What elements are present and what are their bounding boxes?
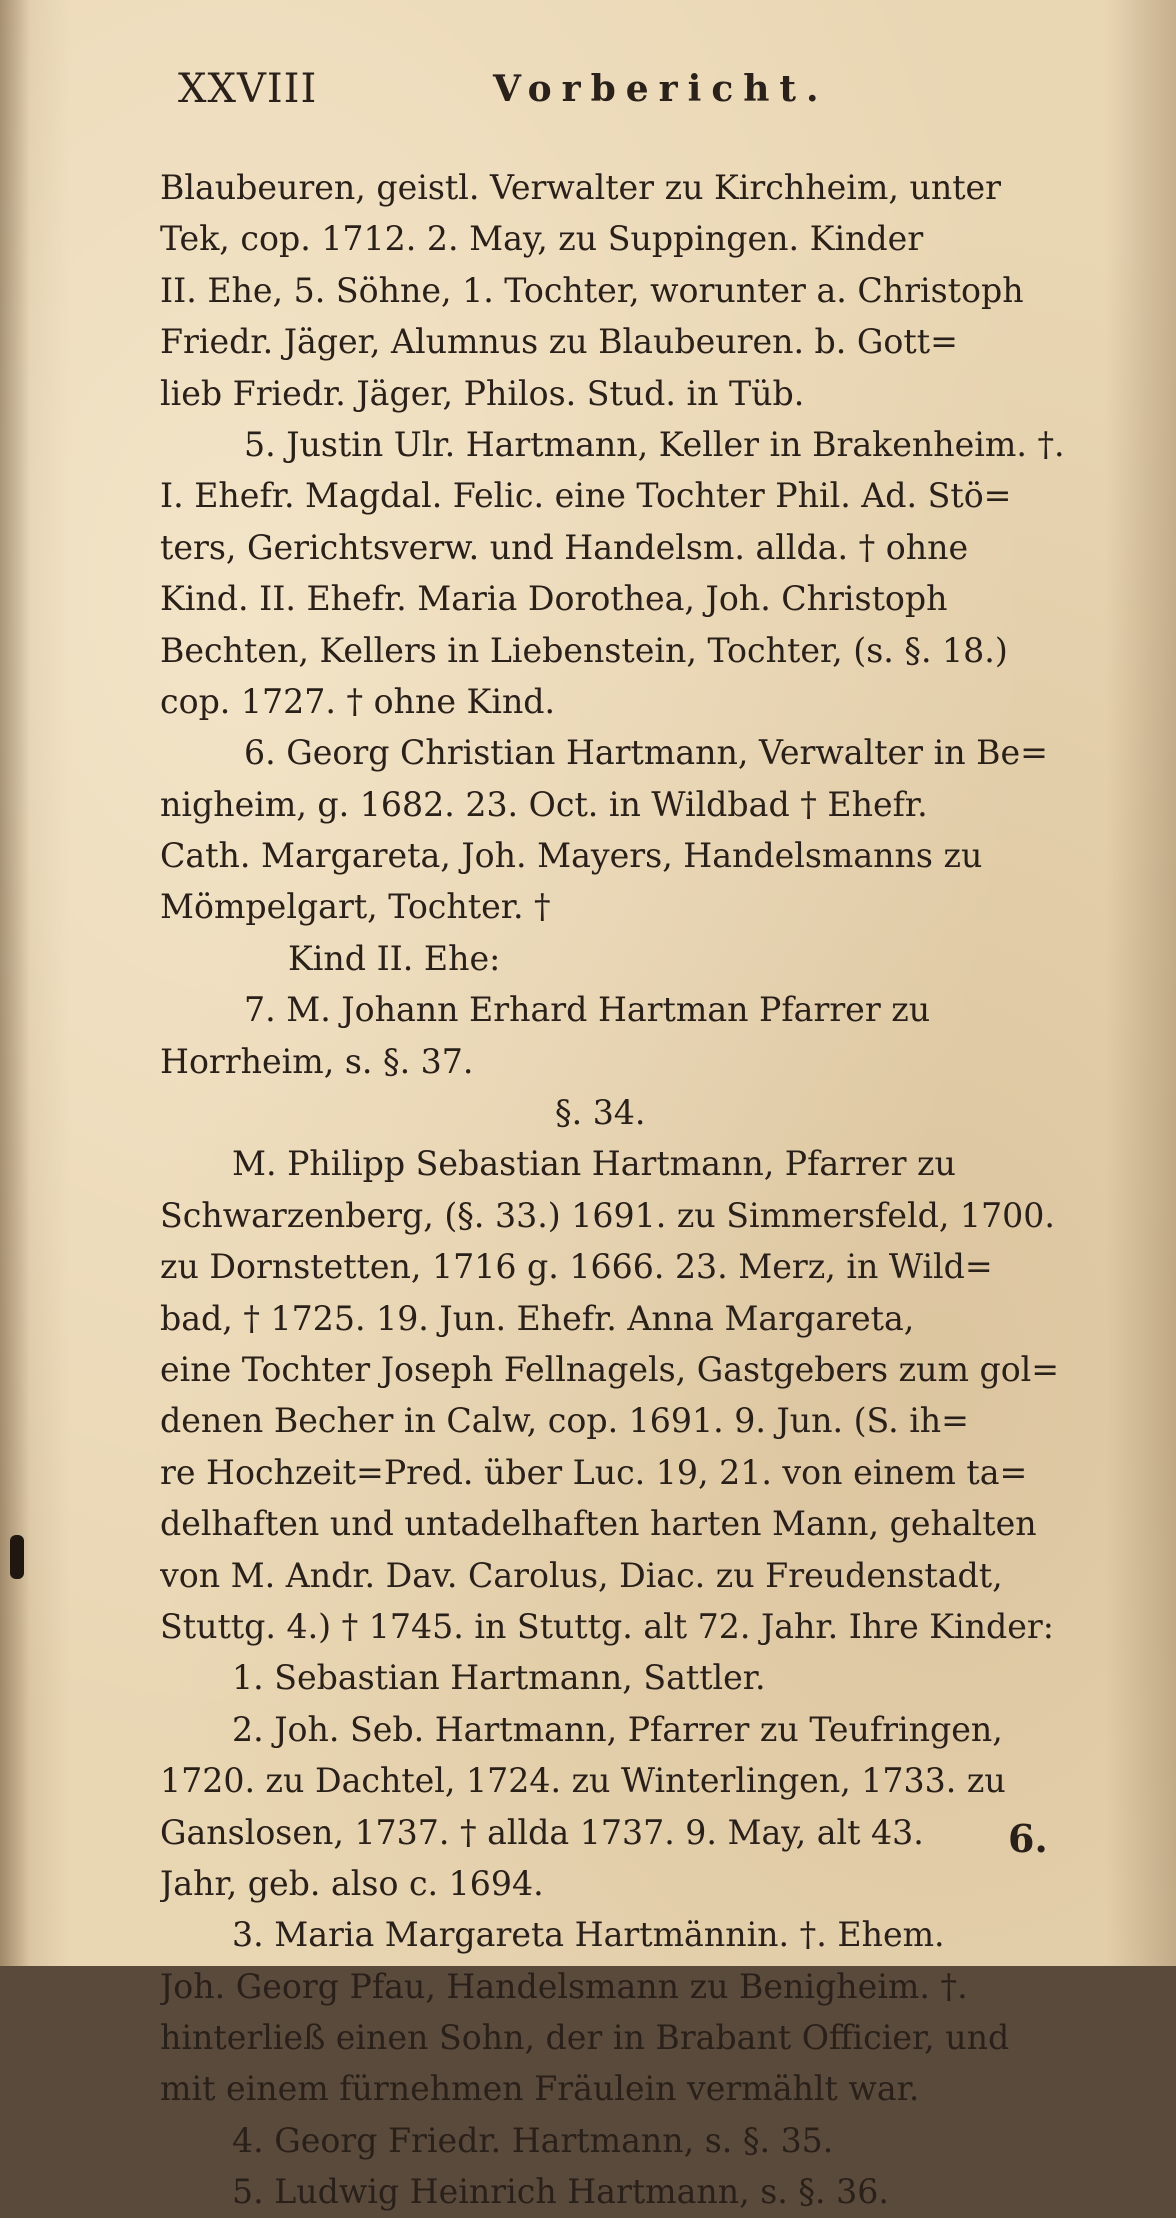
text-line: hinterließ einen Sohn, der in Brabant Officier, und (160, 2018, 1010, 2058)
text-line: Joh. Georg Pfau, Handelsmann zu Benigheim. †. (160, 1966, 968, 2006)
text-line: Jahr, geb. also c. 1694. (160, 1863, 544, 1903)
gutter-shadow (0, 0, 30, 1966)
section-heading: §. 34. (555, 1093, 646, 1133)
text-line: M. Philipp Sebastian Hartmann, Pfarrer zu (232, 1144, 956, 1184)
text-line: delhaften und untadelhaften harten Mann, gehalten (160, 1504, 1037, 1544)
text-line: Ganslosen, 1737. † allda 1737. 9. May, alt 43. (160, 1812, 924, 1852)
text-line: 4. Georg Friedr. Hartmann, s. §. 35. (232, 2120, 834, 2160)
body-text (160, 162, 1100, 2218)
text-line: II. Ehe, 5. Söhne, 1. Tochter, worunter a. Christoph (160, 270, 1024, 310)
text-line: bad, † 1725. 19. Jun. Ehefr. Anna Margareta, (160, 1298, 915, 1338)
text-line: eine Tochter Joseph Fellnagels, Gastgebers zum gol= (160, 1349, 1060, 1389)
text-line: Horrheim, s. §. 37. (160, 1041, 474, 1081)
text-line: Stuttg. 4.) † 1745. in Stuttg. alt 72. Jahr. Ihre Kinder: (160, 1606, 1054, 1646)
text-line: Schwarzenberg, (§. 33.) 1691. zu Simmersfeld, 1700. (160, 1195, 1055, 1235)
text-line: Bechten, Kellers in Liebenstein, Tochter, (s. §. 18.) (160, 630, 1008, 670)
text-line: 3. Maria Margareta Hartmännin. †. Ehem. (232, 1915, 945, 1955)
running-title: Vorbericht. (493, 68, 829, 110)
text-line: Blaubeuren, geistl. Verwalter zu Kirchheim, unter (160, 168, 1002, 207)
text-line: Mömpelgart, Tochter. † (160, 887, 551, 927)
running-head (178, 66, 938, 116)
text-line: 1. Sebastian Hartmann, Sattler. (232, 1658, 766, 1698)
text-line: Tek, cop. 1712. 2. May, zu Suppingen. Kinder (160, 219, 924, 259)
text-line: 5. Ludwig Heinrich Hartmann, s. §. 36. (232, 2172, 889, 2212)
text-line: 7. M. Johann Erhard Hartman Pfarrer zu (244, 990, 931, 1030)
text-line: re Hochzeit=Pred. über Luc. 19, 21. von einem ta= (160, 1452, 1028, 1492)
text-line: 5. Justin Ulr. Hartmann, Keller in Brakenheim. †. (244, 424, 1065, 464)
text-line: ters, Gerichtsverw. und Handelsm. allda. † ohne (160, 527, 969, 567)
text-line: Cath. Margareta, Joh. Mayers, Handelsmanns zu (160, 836, 983, 876)
text-line: cop. 1727. † ohne Kind. (160, 681, 556, 721)
text-line: von M. Andr. Dav. Carolus, Diac. zu Freudenstadt, (160, 1555, 1003, 1595)
text-line: lieb Friedr. Jäger, Philos. Stud. in Tüb. (160, 373, 805, 413)
catchword: 6. (1008, 1816, 1048, 1861)
text-line: denen Becher in Calw, cop. 1691. 9. Jun. (S. ih= (160, 1401, 969, 1441)
text-line: 6. Georg Christian Hartmann, Verwalter in Be= (244, 733, 1048, 773)
text-line: nigheim, g. 1682. 23. Oct. in Wildbad † Ehefr. (160, 784, 928, 824)
text-line: zu Dornstetten, 1716 g. 1666. 23. Merz, in Wild= (160, 1247, 993, 1287)
ink-blot (10, 1535, 24, 1579)
text-line: Kind II. Ehe: (288, 938, 501, 978)
text-line: I. Ehefr. Magdal. Felic. eine Tochter Phil. Ad. Stö= (160, 476, 1012, 516)
text-line: mit einem fürnehmen Fräulein vermählt war. (160, 2069, 920, 2109)
text-line: Friedr. Jäger, Alumnus zu Blaubeuren. b. Gott= (160, 322, 958, 362)
text-line: Kind. II. Ehefr. Maria Dorothea, Joh. Christoph (160, 579, 948, 619)
text-line: 1720. zu Dachtel, 1724. zu Winterlingen, 1733. zu (160, 1761, 1006, 1801)
text-line: 2. Joh. Seb. Hartmann, Pfarrer zu Teufringen, (232, 1709, 1003, 1749)
page-number: XXVIII (178, 66, 318, 112)
